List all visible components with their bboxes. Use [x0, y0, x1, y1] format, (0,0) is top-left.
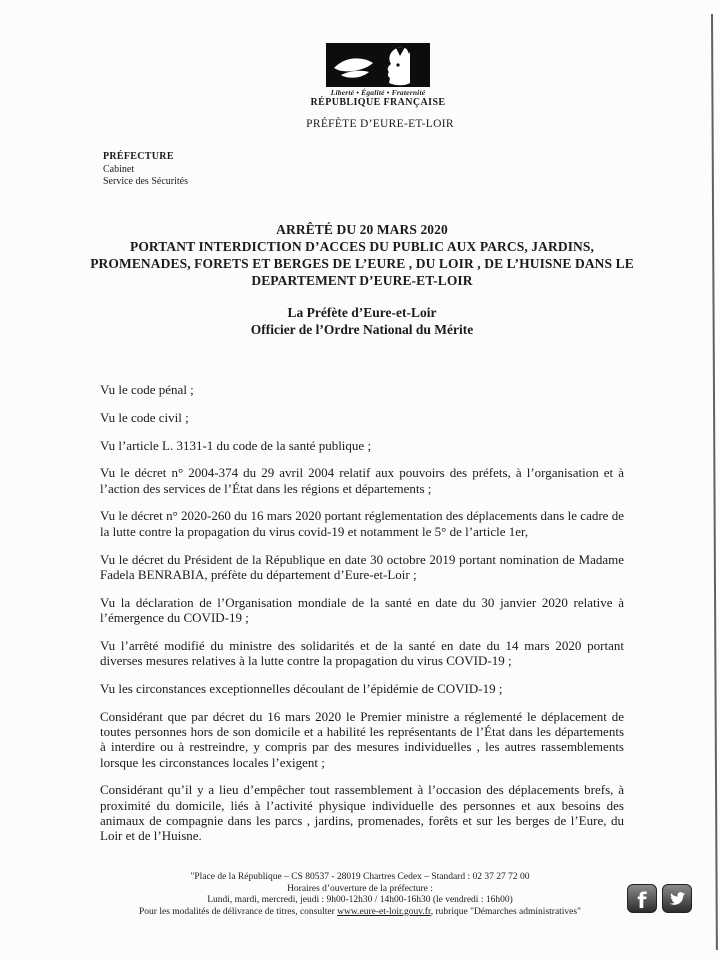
paragraph-vu-decret-2004: Vu le décret n° 2004-374 du 29 avril 2004 relatif aux pouvoirs des préfets, à l’organisation et à l’action des services de l’État dans les régions et départements ; — [100, 465, 624, 496]
national-emblem-block — [292, 43, 464, 108]
prefete-title: PRÉFÈTE D’EURE-ET-LOIR — [306, 118, 454, 130]
scan-artifact-line — [711, 14, 717, 950]
paragraph-vu-circonstances: Vu les circonstances exceptionnelles découlant de l’épidémie de COVID-19 ; — [100, 680, 503, 696]
decree-title-line-3: PROMENADES, FORETS ET BERGES DE L’EURE , DU LOIR , DE L’HUISNE DANS LE — [90, 256, 634, 271]
decree-title — [62, 221, 662, 289]
decree-title-line-4: DEPARTEMENT D’EURE-ET-LOIR — [251, 273, 473, 288]
paragraph-vu-article-l3131: Vu l’article L. 3131-1 du code de la santé publique ; — [100, 437, 372, 453]
page-footer — [60, 872, 660, 918]
footer-address: "Place de la République – CS 80537 - 28019 Chartres Cedex – Standard : 02 37 27 72 00 — [190, 872, 530, 882]
decree-body — [100, 382, 624, 856]
twitter-icon[interactable] — [662, 884, 692, 913]
paragraph-vu-decret-2020: Vu le décret n° 2020-260 du 16 mars 2020 portant réglementation des déplacements dans le cadre de la lutte contre la propagation du virus covid-19 et notamment le 5° de l’article 1er, — [100, 508, 624, 539]
sender-block — [103, 151, 188, 189]
republic-text: RÉPUBLIQUE FRANÇAISE — [310, 97, 446, 108]
sender-service: Service des Sécurités — [103, 176, 188, 187]
twitter-bird-glyph — [668, 889, 687, 908]
footer-titles-suffix: , rubrique "Démarches administratives" — [430, 906, 581, 917]
paragraph-considerant-decret: Considérant que par décret du 16 mars 2020 le Premier ministre a réglementé le déplacement de toutes personnes hors de son domicile et a habilité les représentants de l’État dans les départements à interdire ou à restreindre, y compris par des mesures individuelles , les autres rassemblements lorsque les circonstances locales l’exigent ; — [100, 708, 624, 770]
facebook-glyph: f — [637, 889, 647, 913]
sender-org: PRÉFECTURE — [103, 151, 174, 162]
paragraph-vu-arrete-ministre: Vu l’arrêté modifié du ministre des solidarités et de la santé en date du 14 mars 2020 portant diverses mesures relatives à la lutte contre la propagation du virus COVID-19 ; — [100, 637, 624, 669]
paragraph-vu-code-civil: Vu le code civil ; — [100, 409, 189, 425]
prefecture-website-link[interactable]: www.eure-et-loir.gouv.fr — [337, 906, 431, 917]
decree-title-line-1: ARRÊTÉ DU 20 MARS 2020 — [276, 222, 448, 237]
signatory-line-1: La Préfète d’Eure-et-Loir — [287, 305, 437, 320]
footer-hours: Lundi, mardi, mercredi, jeudi : 9h00-12h30 / 14h00-16h30 (le vendredi : 16h00) — [207, 895, 513, 906]
footer-titles-line — [60, 907, 660, 919]
sender-unit: Cabinet — [103, 163, 135, 175]
footer-hours-label: Horaires d’ouverture de la préfecture : — [287, 883, 433, 894]
facebook-icon[interactable] — [627, 884, 657, 913]
social-icons — [627, 884, 692, 913]
paragraph-considerant-rassemblement: Considérant qu’il y a lieu d’empêcher tout rassemblement à l’occasion des déplacements brefs, à proximité du domicile, liés à l’activité physique individuelle des personnes et aux besoins des animaux de compagnie dans les parcs , jardins, promenades, forêts et sur les berges de l’Eure, du Loir et de l’Huisne. — [100, 782, 624, 844]
paragraph-vu-declaration-oms: Vu la déclaration de l’Organisation mondiale de la santé en date du 30 janvier 2020 relative à l’émergence du COVID-19 ; — [100, 594, 624, 625]
paragraph-vu-decret-nomination: Vu le décret du Président de la République en date 30 octobre 2019 portant nomination de Madame Fadela BENRABIA, préfète du département d’Eure-et-Loir ; — [100, 551, 624, 582]
footer-titles-prefix: Pour les modalités de délivrance de titres, consulter — [139, 906, 338, 917]
marianne-logo-icon — [326, 43, 430, 87]
signatory-line-2: Officier de l’Ordre National du Mérite — [250, 322, 474, 337]
paragraph-vu-code-penal: Vu le code pénal ; — [100, 382, 194, 397]
signatory-subtitle — [62, 304, 662, 338]
motto-text: Liberté • Égalité • Fraternité — [330, 88, 426, 97]
decree-title-line-2: PORTANT INTERDICTION D’ACCES DU PUBLIC AUX PARCS, JARDINS, — [129, 239, 594, 254]
